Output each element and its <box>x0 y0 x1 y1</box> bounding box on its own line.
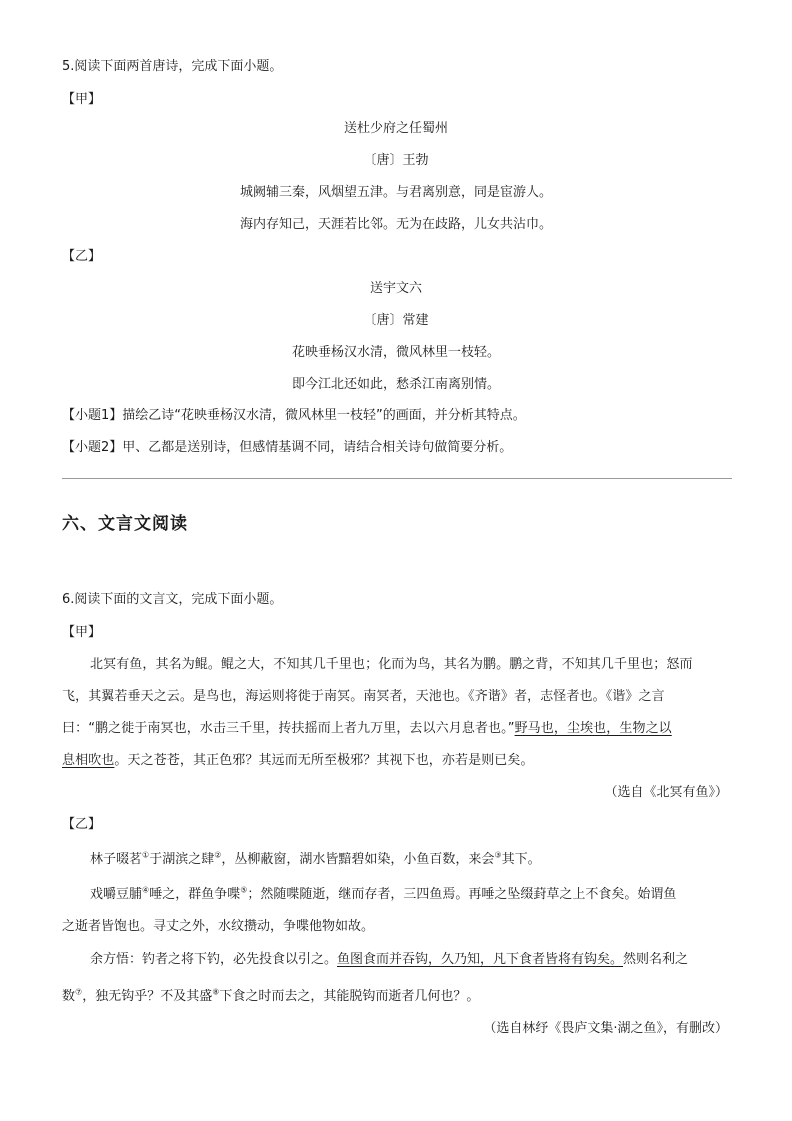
poem2-line2: 即今江北还如此，愁杀江南离别情。 <box>291 377 500 392</box>
yi-paragraph-2-line-2: 之逝者皆饱也。寻丈之外，水纹攒动，争喋他物如故。 <box>62 919 375 934</box>
yi-p2-text-b: 唾之，群鱼争喋 <box>149 887 241 902</box>
yi-p4-text-b: ，独无钩乎？不及其盛 <box>82 989 213 1004</box>
q5-label-yi: 【乙】 <box>62 249 102 264</box>
yi-p3-text-a: 余方悟：钓者之将下钓，必先投食以引之。 <box>90 952 338 967</box>
poem2-line1: 花映垂杨汉水清，微风林里一枝轻。 <box>291 345 500 360</box>
q5-subquestion-2: 【小题2】甲、乙都是送别诗，但感情基调不同，请结合相关诗句做简要分析。 <box>62 440 513 455</box>
section-heading: 六、文言文阅读 <box>62 514 188 534</box>
yi-paragraph-3-line-2 <box>62 987 479 1007</box>
q5-stem: 5.阅读下面两首唐诗，完成下面小题。 <box>62 59 283 74</box>
poem2-title: 送宇文六 <box>369 281 422 296</box>
footnote-marker-5: ⑤ <box>240 885 248 895</box>
yi-paragraph-1 <box>90 850 541 870</box>
jia-text-line-2: 飞，其翼若垂天之云。是鸟也，海运则将徙于南冥。南冥者，天池也。《齐谐》者，志怪者也。《谐》之言 <box>62 689 665 704</box>
jia-text-line-1: 北冥有鱼，其名为鲲。鲲之大，不知其几千里也；化而为鸟，其名为鹏。鹏之背，不知其几千里也；怒而 <box>90 657 693 672</box>
jia-text-line-3 <box>62 719 672 739</box>
jia-line4-plain: 。天之苍苍，其正色邪？其远而无所至极邪？其视下也，亦若是则已矣。 <box>114 753 534 768</box>
yi-paragraph-2-line-1 <box>90 885 676 905</box>
jia-line3-underlined: 野马也，尘埃也，生物之以 <box>514 721 672 736</box>
jia-text-line-4 <box>62 751 534 771</box>
section-divider <box>62 478 732 479</box>
q6-label-yi: 【乙】 <box>62 817 102 832</box>
yi-p3-underlined: 鱼图食而并吞钩，久乃知，凡下食者皆将有钩矣。 <box>337 952 624 967</box>
footnote-marker-3: ③ <box>494 850 502 860</box>
yi-source: （选自林纾《畏庐文集·湖之鱼》，有删改） <box>483 1021 728 1036</box>
poem1-title: 送杜少府之任蜀州 <box>343 121 448 136</box>
jia-line3-plain: 曰：“鹏之徙于南冥也，水击三千里，抟扶摇而上者九万里，去以六月息者也。” <box>62 721 515 736</box>
footnote-marker-8: ⑧ <box>212 987 220 997</box>
yi-paragraph-3-line-1 <box>90 950 688 970</box>
yi-p4-text-a: 数 <box>62 989 76 1004</box>
yi-p1-text-d: 其下。 <box>501 852 541 867</box>
yi-p3-text-b: 然则名利之 <box>623 952 689 967</box>
q6-stem: 6.阅读下面的文言文，完成下面小题。 <box>62 592 283 607</box>
poem2-author: 〔唐〕常建 <box>363 313 429 328</box>
yi-p4-text-c: 下食之时而去之，其能脱钩而逝者几何也？。 <box>219 989 480 1004</box>
footnote-marker-2: ② <box>214 850 222 860</box>
yi-p1-text-c: ，丛柳蔽窗，湖水皆黯碧如染，小鱼百数，来会 <box>221 852 495 867</box>
footnote-marker-7: ⑦ <box>75 987 83 997</box>
poem1-author: 〔唐〕王勃 <box>363 153 429 168</box>
footnote-marker-1: ① <box>142 850 150 860</box>
q6-label-jia: 【甲】 <box>62 625 102 640</box>
q5-label-jia: 【甲】 <box>62 92 102 107</box>
jia-source: （选自《北冥有鱼》） <box>604 785 728 800</box>
poem1-line2: 海内存知己，天涯若比邻。无为在歧路，儿女共沾巾。 <box>239 217 552 232</box>
q5-subquestion-1: 【小题1】描绘乙诗“花映垂杨汉水清，微风林里一枝轻”的画面，并分析其特点。 <box>62 408 526 423</box>
poem1-line1: 城阙辅三秦，风烟望五津。与君离别意，同是宦游人。 <box>239 185 552 200</box>
jia-line4-underlined: 息相吹也 <box>62 753 115 768</box>
yi-p2-text-a: 戏嚼豆脯 <box>90 887 143 902</box>
yi-p2-text-c: ；然随喋随逝，继而存者，三四鱼焉。再唾之坠缀葑草之上不食矣。始谓鱼 <box>247 887 677 902</box>
yi-p1-text-b: 于湖滨之肆 <box>149 852 215 867</box>
yi-p1-text-a: 林子啜茗 <box>90 852 143 867</box>
footnote-marker-4: ④ <box>142 885 150 895</box>
